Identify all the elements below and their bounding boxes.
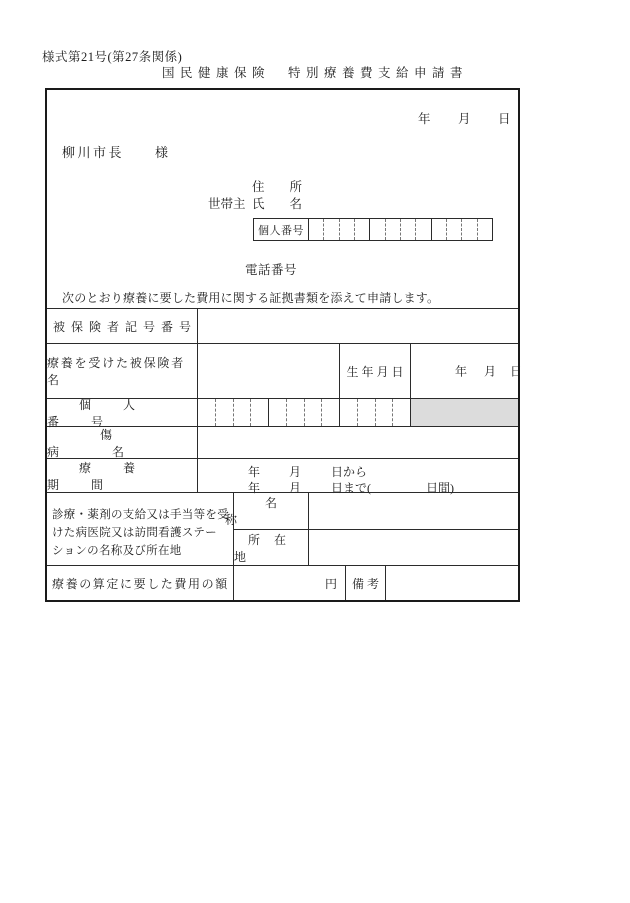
row-treatment-period xyxy=(47,458,518,495)
birth-date-value-field[interactable] xyxy=(410,344,523,398)
date-year-label: 年 xyxy=(418,112,431,126)
cost-label: 療養の算定に要した費用の額 xyxy=(52,576,229,591)
digit-cell[interactable] xyxy=(198,399,215,426)
digit-cell[interactable] xyxy=(339,399,357,426)
injury-name-value-field[interactable] xyxy=(197,427,518,458)
period2-to-label: 日まで( xyxy=(331,481,371,495)
treatment-period-label: 療養期間 xyxy=(47,460,168,492)
birth-day-label: 日 xyxy=(510,364,523,379)
period-line-to xyxy=(198,479,518,495)
period1-from-label: 日から xyxy=(331,465,368,479)
facility-label xyxy=(47,493,233,565)
header-personal-number-grid xyxy=(309,219,492,240)
cost-amount-field[interactable] xyxy=(233,566,345,600)
digit-cell[interactable] xyxy=(357,399,375,426)
phone-label: 電話番号 xyxy=(245,263,298,277)
shaded-cell xyxy=(410,399,518,426)
period2-month-label: 月 xyxy=(289,481,302,495)
treatment-period-value-field[interactable] xyxy=(197,459,518,495)
digit-cell[interactable] xyxy=(304,399,322,426)
facility-row-divider xyxy=(233,529,518,530)
facility-address-label: 所在地 xyxy=(233,529,308,565)
remarks-label: 備考 xyxy=(345,566,385,600)
period1-month-label: 月 xyxy=(289,465,302,479)
digit-cell[interactable] xyxy=(321,399,339,426)
digit-cell[interactable] xyxy=(215,399,233,426)
digit-cell[interactable] xyxy=(323,219,338,240)
digit-cell[interactable] xyxy=(461,219,476,240)
row-personal-number xyxy=(47,397,518,429)
facility-label-line2: けた病医院又は訪問看護ステー xyxy=(52,527,217,539)
addressee-honorific: 様 xyxy=(155,145,169,160)
period1-year-label: 年 xyxy=(248,465,261,479)
householder-label: 世帯主 xyxy=(208,197,246,211)
declaration-text: 次のとおり療養に要した費用に関する証拠書類を添えて申請します。 xyxy=(62,291,440,305)
name-label: 氏名 xyxy=(252,197,328,211)
digit-cell[interactable] xyxy=(400,219,415,240)
digit-cell[interactable] xyxy=(446,219,461,240)
period-line-from xyxy=(198,463,518,479)
form-number: 様式第21号(第27条関係) xyxy=(42,50,183,64)
birth-date-label-cell xyxy=(339,344,410,398)
date-day-label: 日 xyxy=(498,112,511,126)
digit-cell[interactable] xyxy=(268,399,286,426)
row-insured-name xyxy=(47,343,523,398)
facility-name-value-field[interactable] xyxy=(308,493,518,529)
yen-label: 円 xyxy=(324,576,337,591)
insured-symbol-label: 被保険者記号番号 xyxy=(53,319,198,334)
digit-cell[interactable] xyxy=(415,219,430,240)
birth-date-label: 生年月日 xyxy=(346,364,407,379)
personal-number-label: 個人番号 xyxy=(47,397,168,429)
digit-cell[interactable] xyxy=(431,219,446,240)
digit-cell[interactable] xyxy=(286,399,304,426)
date-month-label: 月 xyxy=(458,112,471,126)
digit-cell[interactable] xyxy=(385,219,400,240)
digit-cell[interactable] xyxy=(233,399,251,426)
digit-cell[interactable] xyxy=(375,399,393,426)
digit-cell[interactable] xyxy=(309,219,323,240)
digit-cell[interactable] xyxy=(250,399,268,426)
facility-name-label: 名称 xyxy=(233,493,308,529)
digit-cell[interactable] xyxy=(392,399,410,426)
page-title: 国民健康保険 特別療養費支給申請書 xyxy=(161,66,468,80)
row-injury-name xyxy=(47,426,518,458)
personal-number-grid xyxy=(197,399,410,426)
digit-cell[interactable] xyxy=(354,219,369,240)
addressee-mayor: 柳川市長 xyxy=(62,145,125,160)
birth-year-label: 年 xyxy=(455,364,468,379)
digit-cell[interactable] xyxy=(369,219,384,240)
row-facility xyxy=(47,492,518,565)
header-personal-number-box xyxy=(253,218,493,241)
insured-symbol-value-field[interactable] xyxy=(197,309,518,343)
insured-name-value-field[interactable] xyxy=(197,344,339,398)
digit-cell[interactable] xyxy=(339,219,354,240)
facility-address-value-field[interactable] xyxy=(308,529,518,565)
facility-label-line3: ションの名称及び所在地 xyxy=(52,545,182,557)
remarks-value-field[interactable] xyxy=(385,566,518,600)
insured-name-label: 療養を受けた被保険者名 xyxy=(47,356,186,387)
form-outer-box xyxy=(45,88,523,602)
birth-month-label: 月 xyxy=(484,364,497,379)
row-cost xyxy=(47,565,518,600)
injury-name-label: 傷病名 xyxy=(47,427,178,459)
period2-year-label: 年 xyxy=(248,481,261,495)
address-label: 住所 xyxy=(252,180,328,194)
row-insured-symbol xyxy=(47,308,518,343)
digit-cell[interactable] xyxy=(477,219,492,240)
facility-label-line1: 診療・薬剤の支給又は手当等を受 xyxy=(52,509,229,521)
header-personal-number-label: 個人番号 xyxy=(254,219,309,240)
period2-days-label: 日間) xyxy=(426,481,454,495)
